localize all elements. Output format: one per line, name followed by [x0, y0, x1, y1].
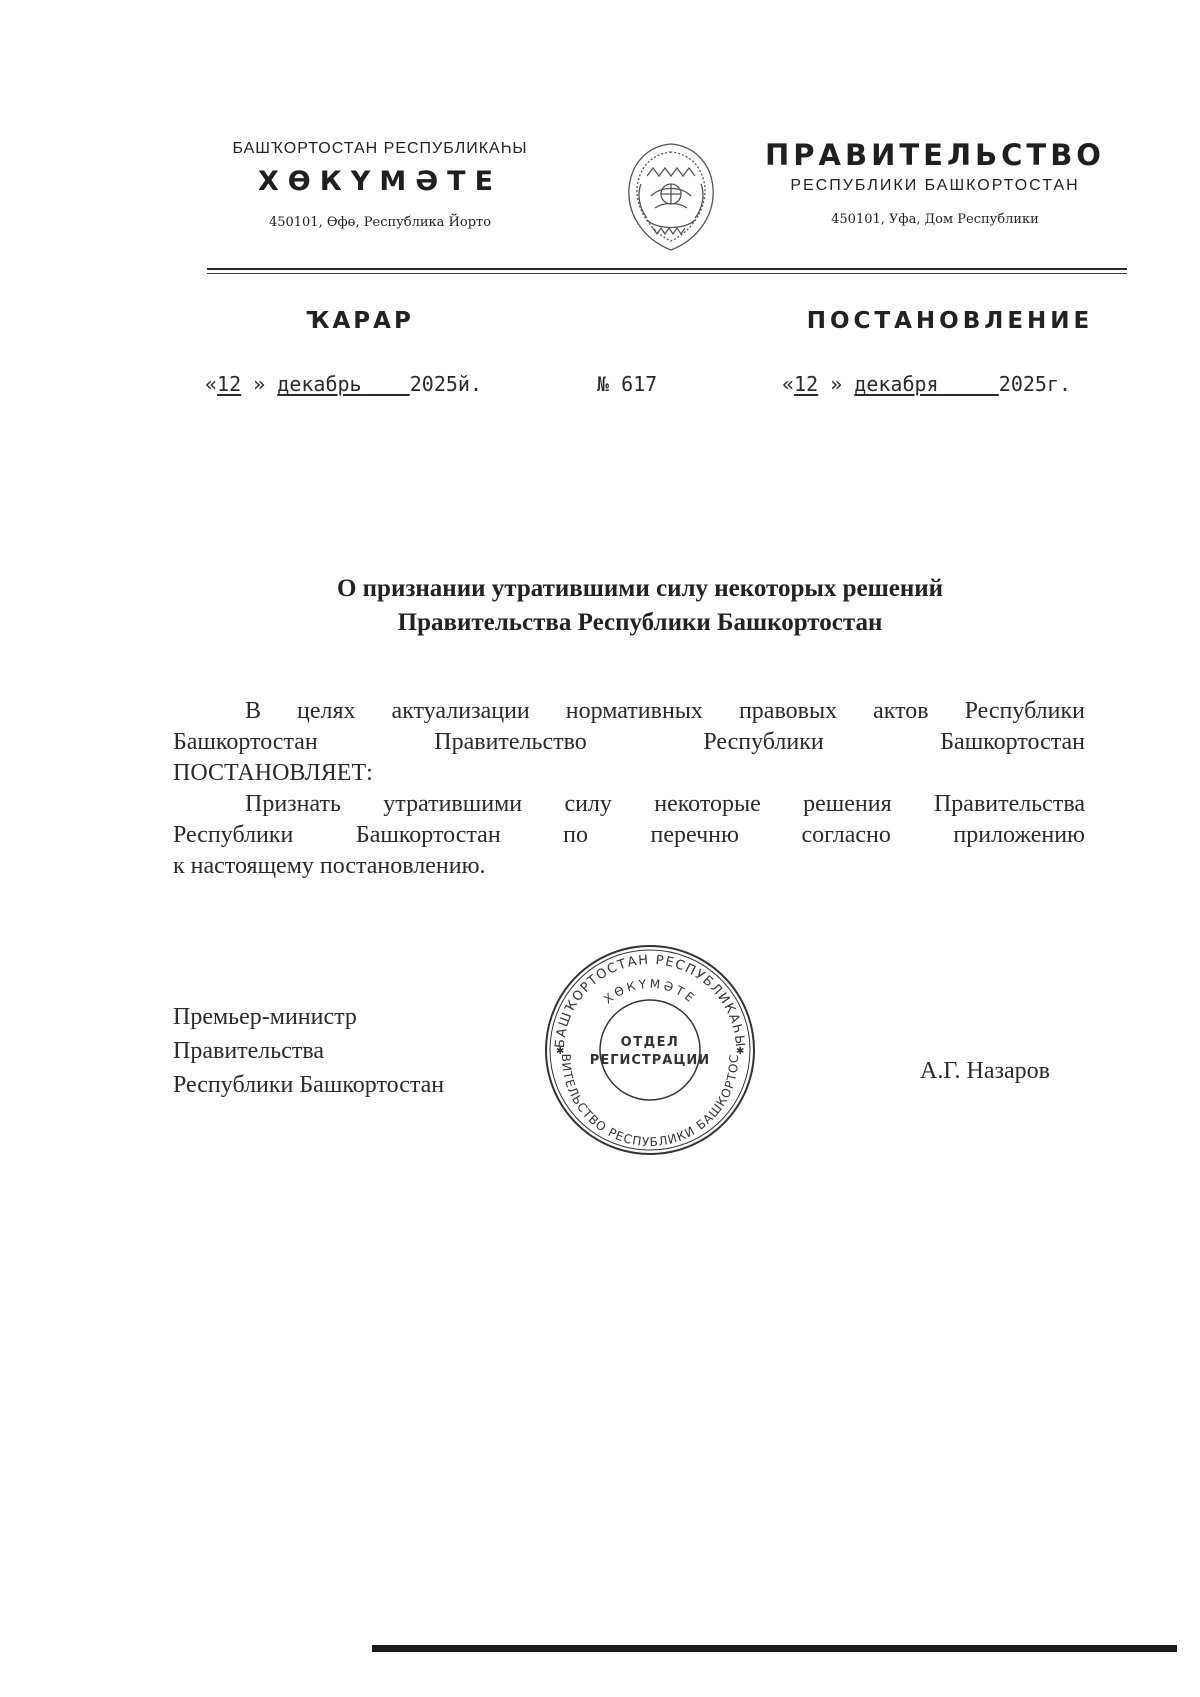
document-title-line2: Правительства Республики Башкортостан [397, 609, 883, 636]
document-title-line1: О признании утратившими силу некоторых решений [336, 575, 944, 602]
header-russian-line2: РЕСПУБЛИКИ БАШКОРТОСТАН [790, 177, 1080, 194]
date-open-quote: « [782, 372, 795, 396]
coat-of-arms-icon [617, 136, 725, 256]
header-rule-thick [207, 268, 1127, 270]
body-p1-line2: Башкортостан Правительство Республики Башкортостан [173, 729, 1085, 755]
stamp-outer-bottom: ВИТЕЛЬСТВО РЕСПУБЛИКИ БАШКОРТОС [558, 1053, 742, 1150]
date-day: 12 [217, 372, 242, 396]
header-russian-address: 450101, Уфа, Дом Республики [831, 212, 1039, 227]
stamp-outer-top: БАШҠОРТОСТАН РЕСПУБЛИКАҺЫ [552, 952, 748, 1049]
date-russian [782, 372, 1071, 396]
date-year: 2025й. [409, 372, 482, 396]
date-close-quote: » [830, 372, 843, 396]
footer-rule [372, 1645, 1177, 1652]
doc-kind-russian: ПОСТАНОВЛЕНИЕ [806, 308, 1094, 334]
document-body [173, 696, 1085, 882]
header-bashkir [160, 140, 600, 230]
signature-line3: Республики Башкортостан [173, 1072, 445, 1098]
stamp-inner-top: ХӨКҮМӘТЕ [601, 976, 699, 1007]
signatory-name: А.Г. Назаров [920, 1058, 1050, 1084]
date-open-quote: « [205, 372, 218, 396]
header-bashkir-line1: БАШҠОРТОСТАН РЕСПУБЛИКАҺЫ [232, 140, 528, 157]
body-p1-line1: В целях актуализации нормативных правовых актов Республики [245, 698, 1085, 724]
registration-stamp [540, 940, 760, 1160]
header-russian-line1: ПРАВИТЕЛЬСТВО [765, 138, 1105, 172]
date-bashkir [205, 372, 482, 396]
stamp-center-line1: ОТДЕЛ [620, 1035, 680, 1050]
header-rule-thin [207, 273, 1127, 274]
date-day: 12 [794, 372, 819, 396]
body-p2-line3: к настоящему постановлению. [173, 853, 486, 879]
signature-line1: Премьер-министр [173, 1004, 357, 1030]
header-bashkir-line2: ХӨКҮМӘТЕ [257, 166, 503, 197]
signature-title [173, 1000, 444, 1102]
date-close-quote: » [253, 372, 266, 396]
header-russian [745, 138, 1125, 227]
svg-text:✱: ✱ [556, 1046, 565, 1057]
document-title [180, 572, 1100, 640]
svg-text:✱: ✱ [736, 1046, 745, 1057]
date-year: 2025г. [998, 372, 1072, 396]
body-p2-line1: Признать утратившими силу некоторые решения Правительства [245, 791, 1085, 817]
signature-line2: Правительства [173, 1038, 325, 1064]
doc-kind-bashkir: ҠАРАР [306, 308, 414, 334]
date-month: декабря [854, 372, 939, 396]
body-p2-line2: Республики Башкортостан по перечню согласно приложению [173, 822, 1085, 848]
date-month: декабрь [277, 372, 362, 396]
stamp-center-line2: РЕГИСТРАЦИИ [589, 1053, 711, 1068]
header-bashkir-address: 450101, Өфө, Республика Йорто [268, 215, 492, 230]
body-p1-line3: ПОСТАНОВЛЯЕТ: [173, 760, 373, 786]
document-number: № 617 [597, 372, 658, 396]
